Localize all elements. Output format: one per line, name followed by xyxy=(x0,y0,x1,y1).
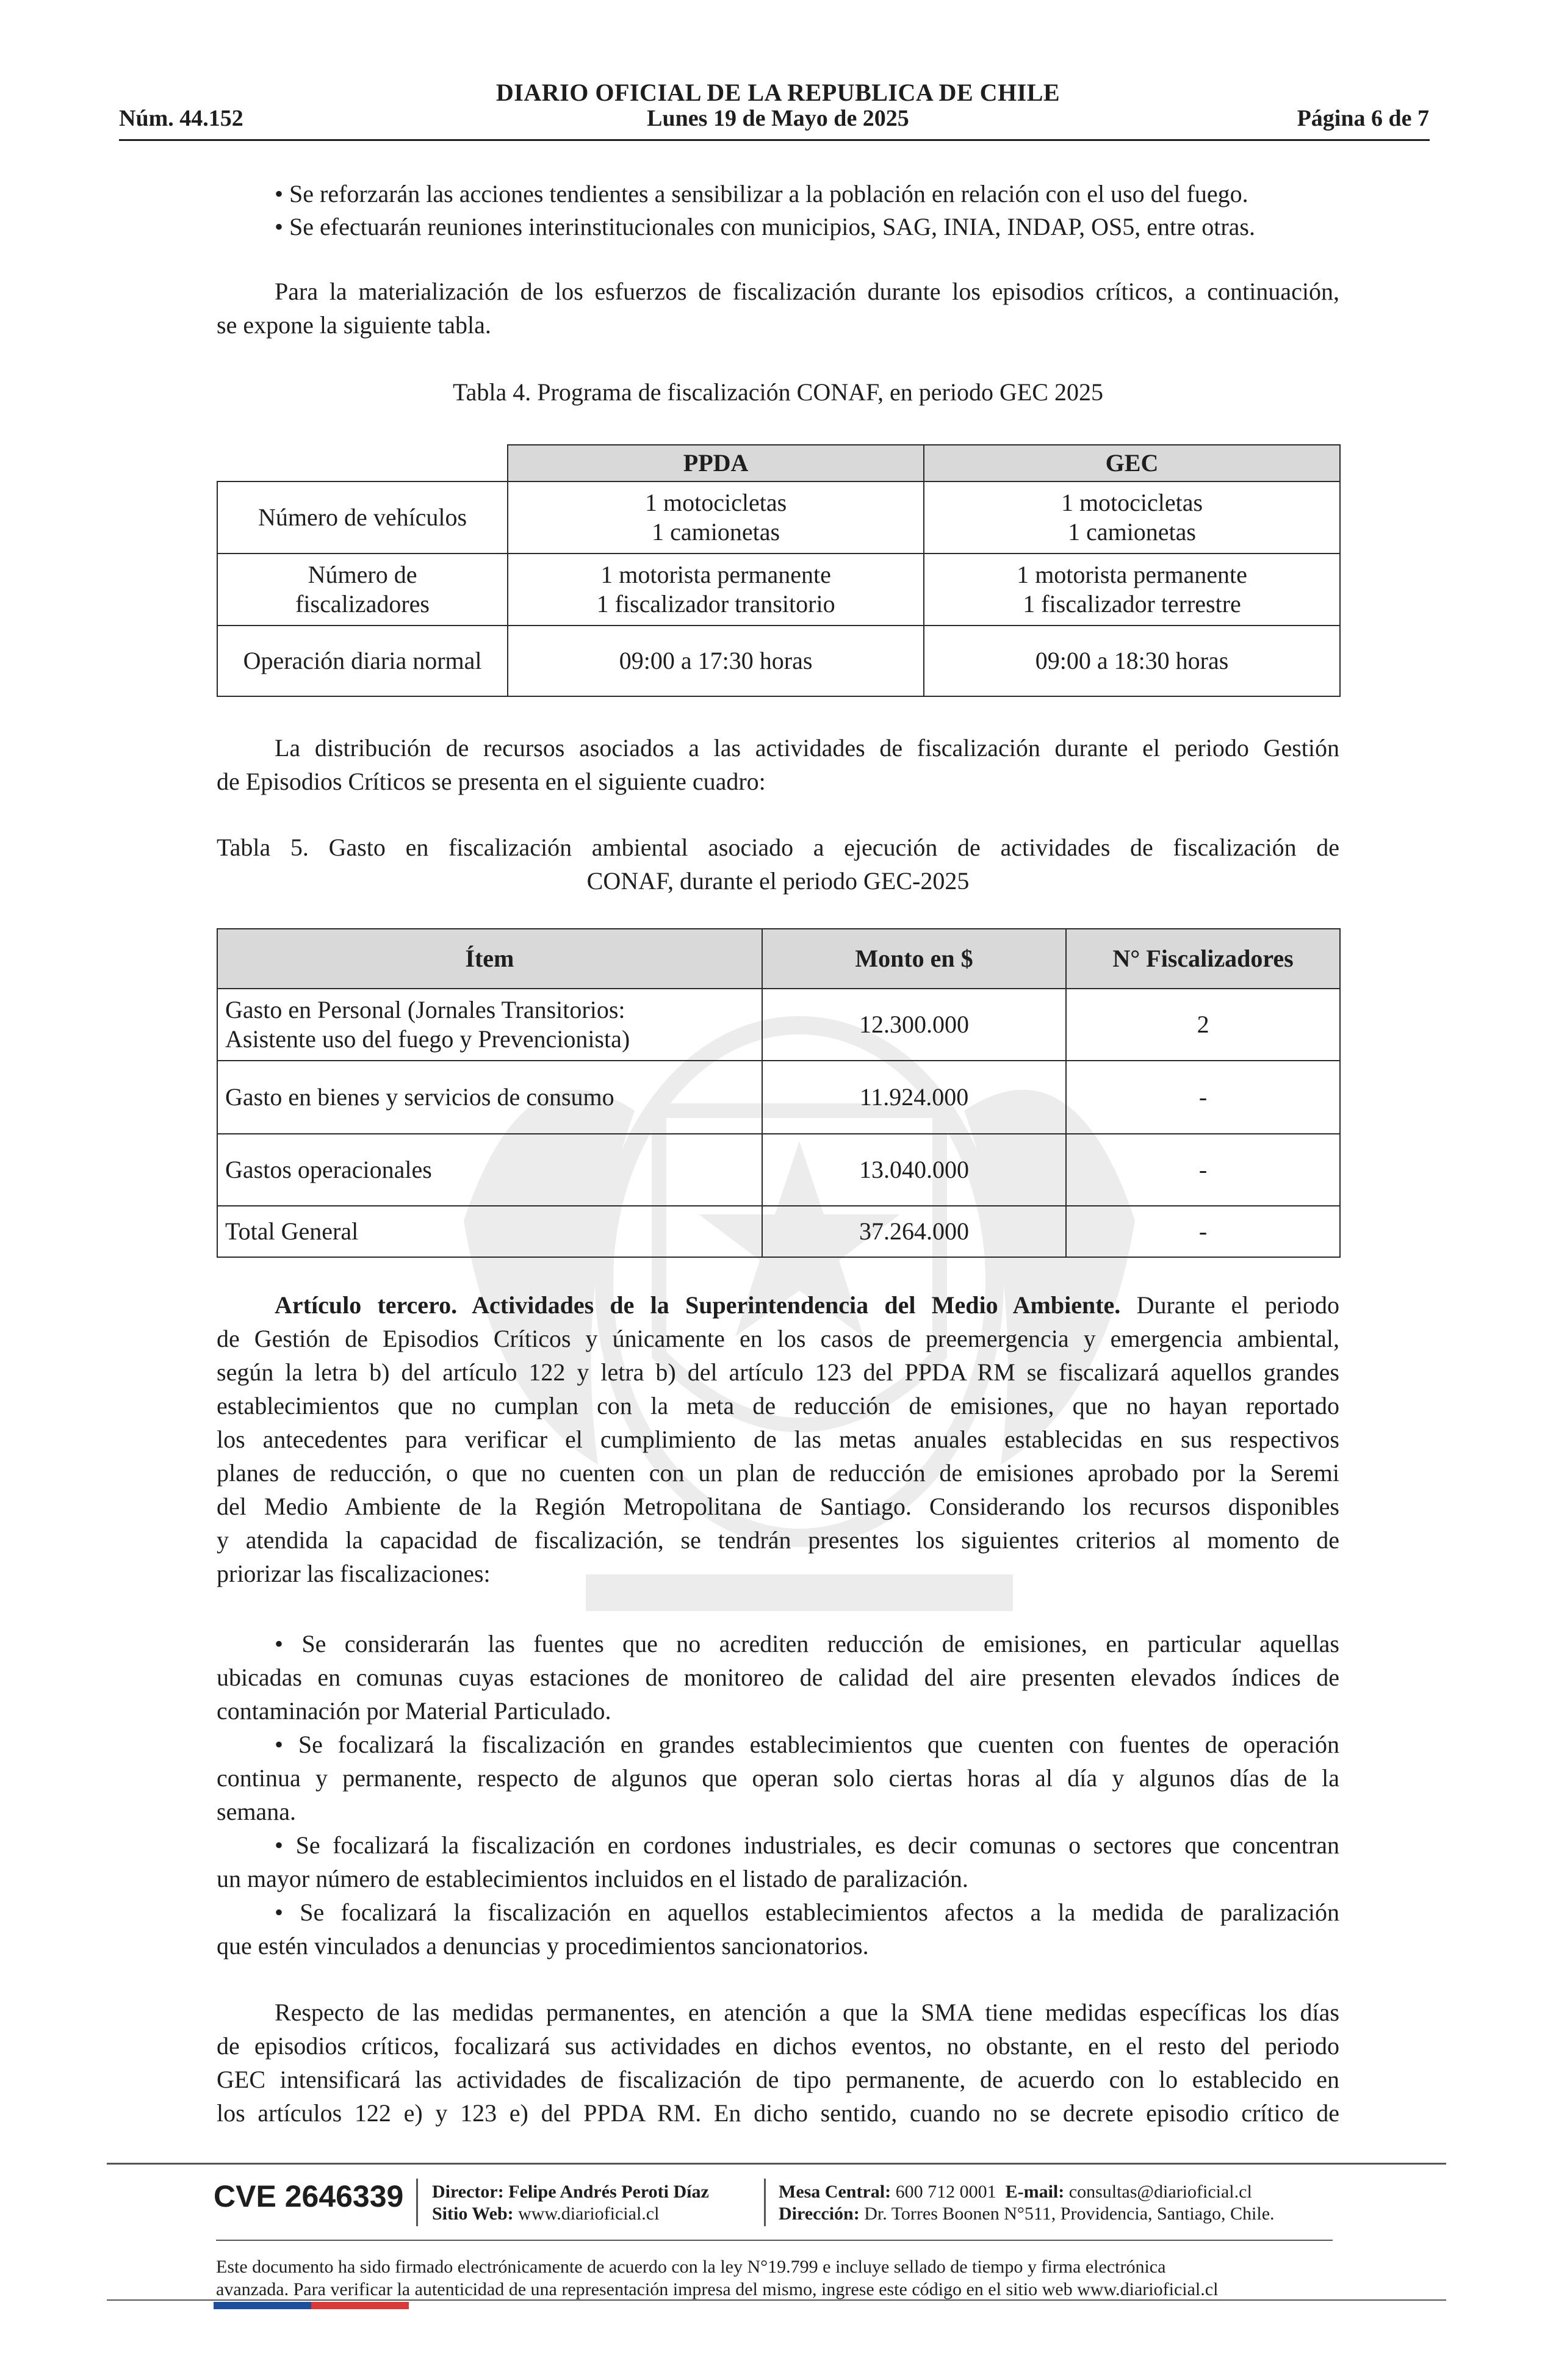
contact-line: Mesa Central: 600 712 0001 E-mail: consultas@diarioficial.cl xyxy=(779,2182,1252,2202)
article-text: Durante el periodo xyxy=(1120,1291,1339,1319)
website-link[interactable]: www.diarioficial.cl xyxy=(518,2204,660,2224)
criterion-line: contaminación por Material Particulado. xyxy=(217,1697,611,1725)
gec-cell: 1 motocicletas 1 camionetas xyxy=(924,481,1340,554)
ppda-cell: 09:00 a 17:30 horas xyxy=(508,626,924,696)
gec-cell: 1 motorista permanente 1 fiscalizador terrestre xyxy=(924,554,1340,626)
table4-header-gec: GEC xyxy=(924,445,1340,481)
paragraph-line: se expone la siguiente tabla. xyxy=(217,311,491,339)
footer-bottom-divider xyxy=(107,2299,1446,2301)
criterion-line: un mayor número de establecimientos incluidos en el listado de paralización. xyxy=(217,1865,968,1892)
ppda-cell: 1 motocicletas 1 camionetas xyxy=(508,481,924,554)
criterion-item: • Se focalizará la fiscalización en aquellos establecimientos afectos a la medida de paralización xyxy=(275,1899,1339,1926)
paragraph-line: del Medio Ambiente de la Región Metropolitana de Santiago. Considerando los recursos disponibles xyxy=(217,1493,1339,1520)
criterion-item: • Se focalizará la fiscalización en grandes establecimientos que cuenten con fuentes de operación xyxy=(275,1731,1339,1758)
item-cell: Gasto en bienes y servicios de consumo xyxy=(217,1061,762,1134)
paragraph-line: de episodios críticos, focalizará sus actividades en dichos eventos, no obstante, en el resto del periodo xyxy=(217,2032,1339,2060)
inspectors-cell: - xyxy=(1066,1206,1340,1257)
table5-expenses xyxy=(217,928,1341,1258)
signature-notice: Este documento ha sido firmado electrónicamente de acuerdo con la ley N°19.799 e incluye sellado de tiempo y firma electrónica avanzada. Para verificar la autenticidad de una representación impresa del mismo, ingrese este código en el sitio web www.diarioficial.cl xyxy=(216,2257,1219,2299)
director-line: Director: Felipe Andrés Peroti Díaz xyxy=(432,2182,709,2202)
ppda-cell: 1 motorista permanente 1 fiscalizador transitorio xyxy=(508,554,924,626)
table5-caption: Tabla 5. Gasto en fiscalización ambiental asociado a ejecución de actividades de fiscalización de xyxy=(217,834,1339,861)
table-row xyxy=(217,989,1340,1061)
table4-header-ppda: PPDA xyxy=(508,445,924,481)
paragraph-line: según la letra b) del artículo 122 y letra b) del artículo 123 del PPDA RM se fiscalizará aquellos grandes xyxy=(217,1358,1339,1386)
email-link[interactable]: consultas@diarioficial.cl xyxy=(1068,2182,1252,2202)
criterion-line: continua y permanente, respecto de algunos que operan solo ciertas horas al día y algunos días de la xyxy=(217,1764,1339,1792)
paragraph-line: GEC intensificará las actividades de fiscalización de tipo permanente, de acuerdo con lo establecido en xyxy=(217,2066,1339,2093)
paragraph-line: La distribución de recursos asociados a las actividades de fiscalización durante el periodo Gestión xyxy=(275,734,1339,762)
table-row xyxy=(217,626,1340,696)
amount-cell: 11.924.000 xyxy=(762,1061,1066,1134)
gec-cell: 09:00 a 18:30 horas xyxy=(924,626,1340,696)
article-heading: Artículo tercero. Actividades de la Superintendencia del Medio Ambiente. xyxy=(275,1291,1121,1319)
paragraph-line: planes de reducción, o que no cuenten con un plan de reducción de emisiones aprobado por la Seremi xyxy=(217,1459,1339,1487)
flag-stripe-blue xyxy=(214,2302,311,2309)
inspectors-cell: - xyxy=(1066,1134,1340,1206)
paragraph-line: priorizar las fiscalizaciones: xyxy=(217,1560,491,1587)
paragraph-line: y atendida la capacidad de fiscalización, se tendrán presentes los siguientes criterios al momento de xyxy=(217,1526,1339,1554)
footer-separator xyxy=(416,2179,418,2226)
amount-cell: 13.040.000 xyxy=(762,1134,1066,1206)
issue-date: Lunes 19 de Mayo de 2025 xyxy=(647,106,909,131)
page-indicator: Página 6 de 7 xyxy=(1297,106,1429,131)
table5-header-amount: Monto en $ xyxy=(762,929,1066,989)
inspectors-cell: 2 xyxy=(1066,989,1340,1061)
table-row xyxy=(217,1206,1340,1257)
table5-header-item: Ítem xyxy=(217,929,762,989)
table5-header-inspectors: N° Fiscalizadores xyxy=(1066,929,1340,989)
bullet-item: • Se efectuarán reuniones interinstitucionales con municipios, SAG, INIA, INDAP, OS5, entre otras. xyxy=(275,213,1255,240)
paragraph-line: Respecto de las medidas permanentes, en atención a que la SMA tiene medidas específicas los días xyxy=(275,1999,1339,2026)
header-divider xyxy=(119,139,1430,141)
criterion-item: • Se focalizará la fiscalización en cordones industriales, es decir comunas o sectores que concentran xyxy=(275,1831,1339,1859)
table-row xyxy=(217,554,1340,626)
address-line: Dirección: Dr. Torres Boonen N°511, Providencia, Santiago, Chile. xyxy=(779,2204,1275,2224)
website-line: Sitio Web: www.diarioficial.cl xyxy=(432,2204,660,2224)
issue-number: Núm. 44.152 xyxy=(119,106,243,131)
gazette-title: DIARIO OFICIAL DE LA REPUBLICA DE CHILE xyxy=(495,79,1061,106)
inspectors-cell: - xyxy=(1066,1061,1340,1134)
bullet-item: • Se reforzarán las acciones tendientes a sensibilizar a la población en relación con el uso del fuego. xyxy=(275,180,1248,207)
footer-top-divider xyxy=(107,2163,1446,2165)
paragraph-line: los artículos 122 e) y 123 e) del PPDA RM. En dicho sentido, cuando no se decrete episodio crítico de xyxy=(217,2099,1339,2127)
paragraph-line: los antecedentes para verificar el cumplimiento de las metas anuales establecidas en sus respectivos xyxy=(217,1426,1339,1453)
row-label: Número de vehículos xyxy=(217,481,508,554)
amount-cell: 12.300.000 xyxy=(762,989,1066,1061)
row-label: Operación diaria normal xyxy=(217,626,508,696)
table4-empty-corner xyxy=(217,445,508,481)
table-row xyxy=(217,1061,1340,1134)
article-first-line xyxy=(275,1288,1339,1322)
criterion-line: ubicadas en comunas cuyas estaciones de monitoreo de calidad del aire presenten elevados índices de xyxy=(217,1664,1339,1691)
paragraph-line: de Episodios Críticos se presenta en el siguiente cuadro: xyxy=(217,768,766,795)
footer-mid-divider xyxy=(216,2240,1333,2241)
item-cell: Total General xyxy=(217,1206,762,1257)
paragraph-line: establecimientos que no cumplan con la meta de reducción de emisiones, que no hayan reportado xyxy=(217,1392,1339,1419)
criterion-line: semana. xyxy=(217,1798,296,1825)
table-row xyxy=(217,481,1340,554)
amount-cell: 37.264.000 xyxy=(762,1206,1066,1257)
footer-separator xyxy=(764,2179,766,2226)
flag-stripe-red xyxy=(311,2302,409,2309)
paragraph-line: Para la materialización de los esfuerzos de fiscalización durante los episodios críticos, a continuación, xyxy=(275,278,1339,305)
row-label: Número de fiscalizadores xyxy=(217,554,508,626)
table5-caption: CONAF, durante el periodo GEC-2025 xyxy=(586,867,970,895)
criterion-item: • Se considerarán las fuentes que no acrediten reducción de emisiones, en particular aquellas xyxy=(275,1630,1339,1657)
cve-code: CVE 2646339 xyxy=(214,2179,404,2213)
paragraph-line: de Gestión de Episodios Críticos y únicamente en los casos de preemergencia y emergencia ambiental, xyxy=(217,1325,1339,1352)
item-cell: Gastos operacionales xyxy=(217,1134,762,1206)
item-cell: Gasto en Personal (Jornales Transitorios: Asistente uso del fuego y Prevencionista) xyxy=(217,989,762,1061)
table4-fiscalization-program xyxy=(217,444,1341,697)
table4-caption: Tabla 4. Programa de fiscalización CONAF, en periodo GEC 2025 xyxy=(453,378,1103,406)
table-row xyxy=(217,1134,1340,1206)
criterion-line: que estén vinculados a denuncias y procedimientos sancionatorios. xyxy=(217,1932,869,1960)
